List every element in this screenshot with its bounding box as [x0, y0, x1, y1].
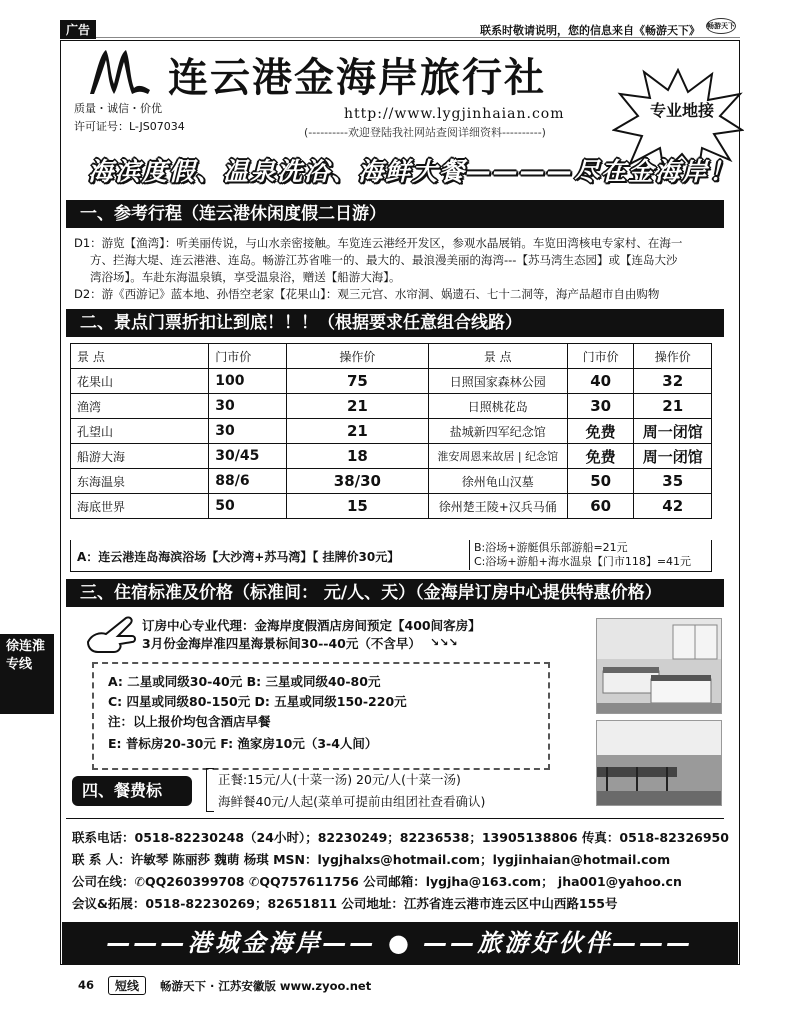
local-service-badge: 专业地接	[649, 101, 714, 120]
itinerary-line: D2：游《西游记》蓝本地、孙悟空老家【花果山】：观三元宫、水帘洞、娲遗石、七十二洞等，海产品超市自由购物	[74, 287, 660, 301]
list-price: 60	[567, 494, 634, 519]
magazine-logo: 畅游天下	[706, 18, 736, 34]
page-number: 46	[78, 978, 95, 992]
header	[60, 40, 740, 148]
table-row	[71, 419, 712, 444]
hotel-rate-line: E: 普标房20-30元 F: 渔家房10元（3-4人间）	[108, 736, 378, 751]
table-row	[71, 469, 712, 494]
source-note: 联系时敬请说明，您的信息来自《畅游天下》	[480, 24, 700, 37]
attraction-name: 东海温泉	[71, 469, 209, 494]
net-price: 42	[634, 494, 712, 519]
list-price: 30	[209, 394, 287, 419]
table-row	[71, 494, 712, 519]
section-itinerary-title: 一、参考行程（连云港休闲度假二日游）	[66, 200, 724, 228]
attraction-name: 徐州楚王陵+汉兵马俑	[428, 494, 567, 519]
beach-package-c: C:浴场+游船+海水温泉【门市118】=41元	[474, 555, 692, 568]
contact-address: 会议&拓展：0518-82230269；82651811 公司地址：江苏省连云港市连云区中山西路155号	[72, 896, 618, 911]
march-offer-line: 3月份金海岸准四星海景标间30--40元（不含早）	[142, 636, 421, 651]
list-price: 100	[209, 369, 287, 394]
table-row	[71, 369, 712, 394]
attraction-name: 渔湾	[71, 394, 209, 419]
beach-package-a: A：连云港连岛海滨浴场【大沙湾+苏马湾】【 挂牌价30元】	[77, 550, 400, 564]
hotel-rate-line: C: 四星或同级80-150元 D: 五星或同级150-220元	[108, 694, 407, 709]
attraction-name: 日照国家森林公园	[428, 369, 567, 394]
bottom-banner: ———港城金海岸—— ● ——旅游好伙伴———	[62, 922, 738, 964]
top-bar	[60, 18, 740, 38]
contact-online[interactable]: 公司在线：✆QQ260399708 ✆QQ757611756 公司邮箱：lygjha@163.com； jha001@yahoo.cn	[72, 874, 682, 889]
net-price: 18	[287, 444, 429, 469]
col-header: 门市价	[209, 344, 287, 369]
publication-info: 畅游天下 · 江苏安徽版 www.zyoo.net	[160, 979, 372, 993]
hotel-rate-note: 注：以上报价均包含酒店早餐	[108, 714, 271, 729]
beach-package-b: B:浴场+游艇俱乐部游船=21元	[474, 541, 628, 554]
attraction-name: 盐城新四军纪念馆	[428, 419, 567, 444]
contact-phone[interactable]: 联系电话：0518-82230248（24小时）；82230249；82236538；13905138806 传真：0518-82326950	[72, 830, 729, 845]
col-header: 操作价	[634, 344, 712, 369]
net-price: 21	[634, 394, 712, 419]
net-price: 32	[634, 369, 712, 394]
booking-agent-line: 订房中心专业代理：金海岸度假酒店房间预定【400间客房】	[142, 618, 481, 633]
net-price: 38/30	[287, 469, 429, 494]
itinerary-line: 方、拦海大堤、连云港港、连岛。畅游江苏省唯一的、最大的、最浪漫美丽的海湾---【苏马湾生态园】或【连岛大沙	[90, 253, 678, 267]
col-header: 操作价	[287, 344, 429, 369]
list-price: 50	[567, 469, 634, 494]
ad-tag: 广告	[60, 20, 96, 39]
quality-motto: 质量・诚信・价优	[74, 102, 162, 115]
attraction-name: 日照桃花岛	[428, 394, 567, 419]
attraction-name: 花果山	[71, 369, 209, 394]
pointing-hand-icon	[86, 612, 138, 656]
seafood-price-line: 海鲜餐40元/人起(菜单可提前由组团社查看确认)	[218, 794, 486, 809]
table-header-row	[71, 344, 712, 369]
list-price: 免费	[567, 444, 634, 469]
hotel-rate-line: A: 二星或同级30-40元 B: 三星或同级40-80元	[108, 674, 381, 689]
list-price: 30/45	[209, 444, 287, 469]
attraction-name: 孔望山	[71, 419, 209, 444]
list-price: 免费	[567, 419, 634, 444]
net-price: 15	[287, 494, 429, 519]
col-header: 景 点	[428, 344, 567, 369]
route-side-tab: 徐连淮专线	[0, 634, 54, 714]
attraction-name: 船游大海	[71, 444, 209, 469]
itinerary-line: 湾浴场】。车赴东海温泉镇，享受温泉浴，赠送【船游大海】。	[90, 270, 401, 284]
pier-photo	[596, 720, 722, 806]
net-price: 21	[287, 394, 429, 419]
beach-packages-bc	[469, 540, 691, 570]
company-logo-icon	[86, 44, 154, 98]
list-price: 50	[209, 494, 287, 519]
section-tag: 短线	[108, 976, 146, 995]
net-price: 周一闭馆	[634, 419, 712, 444]
net-price: 35	[634, 469, 712, 494]
welcome-text: (----------欢迎登陆我社网站查阅详细资料----------)	[304, 126, 546, 139]
table-row	[71, 444, 712, 469]
hotel-room-photo	[596, 618, 722, 714]
section-tickets-title: 二、景点门票折扣让到底！！！（根据要求任意组合线路）	[66, 309, 724, 337]
section-hotel-title: 三、住宿标准及价格（标准间： 元/人、天）（金海岸订房中心提供特惠价格）	[66, 579, 724, 607]
meal-price-line: 正餐:15元/人(十菜一汤) 20元/人(十菜一汤)	[218, 772, 461, 787]
slogan: 海滨度假、温泉洗浴、海鲜大餐————尽在金海岸！	[88, 157, 737, 186]
list-price: 88/6	[209, 469, 287, 494]
contact-person[interactable]: 联 系 人：许敏琴 陈丽莎 魏萌 杨琪 MSN：lygjhalxs@hotmail.com；lygjinhaian@hotmail.com	[72, 852, 671, 867]
net-price: 75	[287, 369, 429, 394]
net-price: 周一闭馆	[634, 444, 712, 469]
divider	[66, 818, 724, 819]
list-price: 30	[567, 394, 634, 419]
ticket-table-footer	[70, 540, 712, 572]
list-price: 40	[567, 369, 634, 394]
ticket-price-table	[70, 343, 712, 519]
attraction-name: 淮安周恩来故居 | 纪念馆	[428, 444, 567, 469]
col-header: 景 点	[71, 344, 209, 369]
section-meal-title: 四、餐费标准：	[72, 776, 192, 806]
itinerary-line: D1：游览【渔湾】：听美丽传说，与山水亲密接触。车览连云港经开发区，参观水晶展销。车览田湾核电专家村、在海一	[74, 236, 683, 250]
table-row	[71, 394, 712, 419]
company-name: 连云港金海岸旅行社	[168, 54, 546, 101]
attraction-name: 海底世界	[71, 494, 209, 519]
attraction-name: 徐州龟山汉墓	[428, 469, 567, 494]
license-number: 许可证号：L-JS07034	[74, 120, 185, 133]
website-url[interactable]: http://www.lygjinhaian.com	[344, 106, 565, 122]
bracket-decoration	[206, 768, 214, 812]
arrow-decoration: ↘↘↘	[430, 636, 458, 649]
list-price: 30	[209, 419, 287, 444]
net-price: 21	[287, 419, 429, 444]
hotel-rate-box	[92, 662, 550, 770]
col-header: 门市价	[567, 344, 634, 369]
